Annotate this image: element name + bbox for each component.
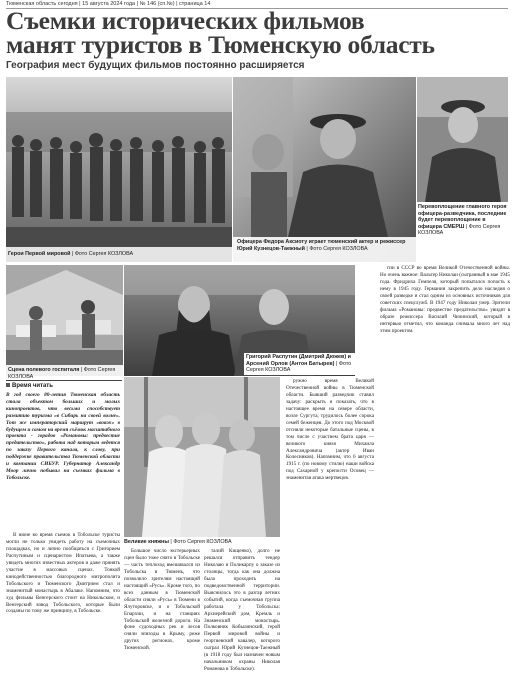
photo-grand-duchesses — [124, 377, 280, 537]
body-paragraph: Большое число экстерьерных сцен было тоже снято в Тобольске — часть теплоход вмешивался из Тобольска в Тюмень, что позволило зрителям настоящий настоящий «Русь». Кроме того, по всех данным в Тюменской области сняли «Русь» в Тюмени в Ялуторовске, и о Тобольской Епархии, и на станциях Тобольской железной дороги. На фоне судоходных рек и лесов сняли эпизоды в Крыму, реже других регионах, кроме Тюменской. — [124, 548, 200, 652]
body-paragraph: гии в СССР во время Великой Отечественной войны. Но очень важное: Вальтер Николаи (сыгранный в мае 1945 года. Фридриха Гемпеля, который попытался попасть к нему в 1945 году. Германии закрепить дело наследия о своей разведке и стал одним из основных источников для советских спецслужб. В 1947 году Николаи умер. Зрители фильма «Романовы: предвестие предательство» увидят в образе режиссера Василий Чичинский, который в интервью отметил, что команда снимала много лет над этим проектом. — [380, 265, 510, 334]
body-paragraph: талий Кищенко), долго не решался отправить тендер Николаю и Поликарпу о заказе из столицы, тогда как она должна была проходить на подведомственной территории. Выяснилось это в разгар летних событий, когда съемочная группа работала у Тобольска: Архиерейский дом, Кремль и Знаменский монастырь. Полковник Кобылинский, герой Первой мировой войны и георгиевский кавалер, которого сыграл Юрий Кузнецов-Таежный (в 1918 году был назначен новым начальником охраны Николая Романова в Тобольске). — [204, 548, 280, 673]
photo-officer-aksiota — [233, 77, 416, 262]
rubric-text: Время читать — [12, 383, 53, 389]
caption-title: Григорий Распутин (Дмитрий Дюжев) и Арсений Орлов (Антон Батырев) — [246, 354, 351, 367]
caption-title: Великие княжны — [124, 539, 169, 545]
caption-credit: | Фото Сергея КОЗЛОВА — [418, 223, 501, 237]
photo-officer-smersh — [417, 77, 508, 202]
photo-caption-officer — [237, 239, 409, 252]
headline-line-2: манят туристов в Тюменскую область — [6, 30, 435, 59]
photo-field-hospital — [6, 265, 123, 380]
article-lead: В год своего 80-летия Тюменская область стала объектом больших и малых кинопроектов, что весьма способствует развитию туризма «в Сибирь на своей волне». Тот же императорский маршрут «вояж» в будущем и самом на время съёмок масштабного проекта - горадов «Романовы: предвестие предательство», работа над которым ведется по заказу Первого канала, к слову, при поддержке правительства Тюменской области и компании СИБУР. Губернатор Александр Моор лично побывал на съемках фильма в Тобольске. — [6, 392, 120, 481]
photo-caption-duchesses — [124, 539, 284, 546]
caption-credit: | Фото Сергея КОЗЛОВА — [246, 360, 352, 374]
caption-credit: | Фото Сергея КОЗЛОВА — [168, 539, 232, 545]
photo-caption-rasputin — [244, 353, 356, 375]
caption-title: Офицера Федора Аксиоту играет тюменский актер и режиссер Юрий Кузнецов-Таежный — [237, 239, 406, 252]
caption-credit: | Фото Сергея КОЗЛОВА — [304, 245, 368, 252]
caption-title: Сцена полевого госпиталя — [8, 367, 80, 373]
caption-title: Перевоплощение главного героя офицера-разведчика, последние будет перевоплощение в офицера СМЕРШ — [418, 204, 507, 230]
body-column-4 — [286, 378, 374, 696]
article-subhead: География мест будущих фильмов постоянно расширяется — [6, 60, 305, 71]
masthead-text: Тюменская область сегодня | 15 августа 2024 года | № 146 (сп.№) | страница 14 — [6, 1, 211, 7]
photo-caption-smersh — [418, 204, 510, 237]
photo-wwi-heroes — [6, 77, 232, 262]
body-paragraph: В июне во время съемок в Тобольске туристы могли не только увидеть работу на съемочных площадках, но и лично пообщаться с Григорием Распутиным и сценаристом Ипатьева, а также увидеть многих известных актеров и даже принять участие в массовых сценах. Тонкой кинодейственностью благородного митрополита Тобольского и Тюменского Дмитрием стал и знаменитый монастырь в Абалаке. Напомним, что худ фильмы Венгерского стоит на Никольском, и Венгерский взвод Тобольского, которые были созданы по тому же принципу, в Тобольске. — [6, 532, 120, 615]
body-column-3 — [204, 548, 280, 696]
body-paragraph: ружно время Великой Отечественной войны в Тюменской области. Бывший разведчик ставил задачу: раскрыть и показать, что в настоящее время на севере области, возле Сургута, трудилось более сорока семей беженцев. До этого под Москвой отсняли некоторые батальные сцены, в том числе с участием брата царя — великого князя Михаила Александровича (актер Иван Колесников). Напомним, что 6 августа 1915 г. (по новому стилю) наши войска под Сахарной у крепости Осовец — знаменитая атака мертвецов. — [286, 378, 374, 482]
body-column-1 — [6, 532, 120, 696]
body-column-5 — [380, 265, 510, 696]
headline-line-1: Съемки исторических фильмов — [6, 6, 365, 35]
rubric-label — [6, 380, 122, 389]
photo-caption-wwi — [8, 251, 133, 258]
photo-caption-hospital — [8, 367, 123, 380]
article-headline — [6, 6, 511, 59]
caption-title: Герои Первой мировой — [8, 251, 71, 257]
rubric-bullet-icon — [6, 383, 10, 387]
caption-credit: | Фото Сергея КОЗЛОВА — [8, 367, 116, 380]
caption-credit: | Фото Сергея КОЗЛОВА — [70, 251, 134, 257]
body-column-2 — [124, 548, 200, 696]
